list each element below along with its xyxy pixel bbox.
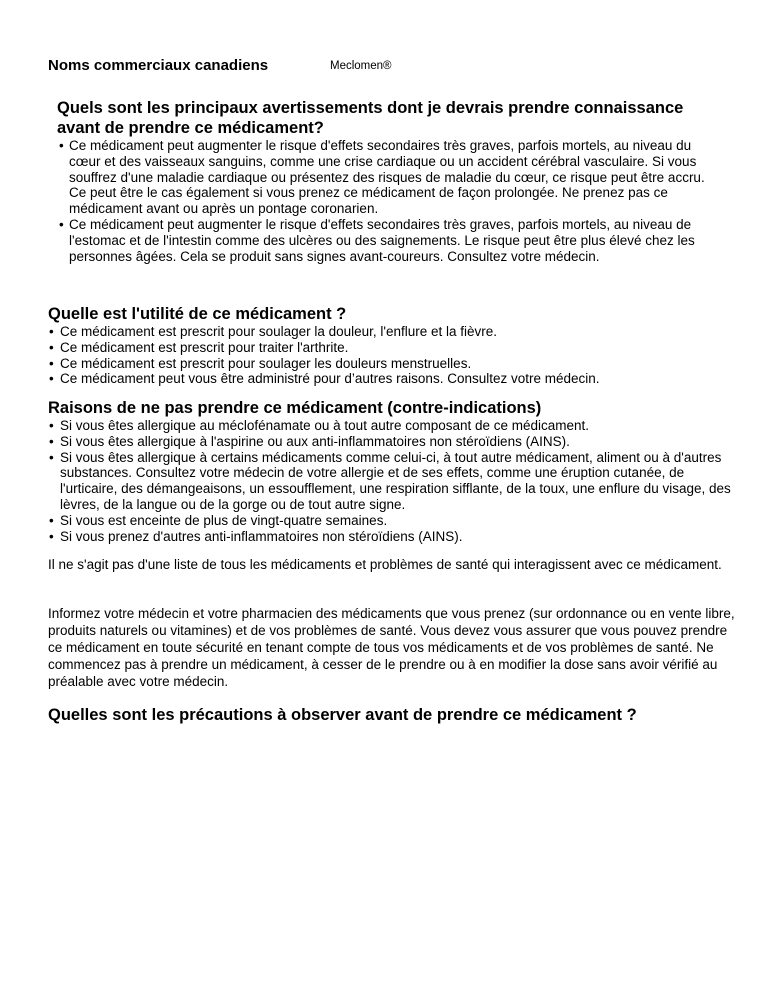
uses-list	[48, 324, 738, 387]
interactions-notice: Il ne s'agit pas d'une liste de tous les médicaments et problèmes de santé qui interagissent avec ce médicament.	[48, 557, 722, 572]
list-item: • Ce médicament peut augmenter le risque d'effets secondaires très graves, parfois mortels, au niveau du cœur et des vaisseaux sanguins, comme une crise cardiaque ou un accident cérébral vasculaire. Si vous souffrez d'une maladie cardiaque ou présentez des risques de maladie du cœur, ce risque peut être accru. Ce peut être le cas également si vous prenez ce médicament de façon prolongée. Ne prenez pas ce médicament avant ou après un pontage coronarien.	[57, 138, 725, 217]
brand-names-label: Noms commerciaux canadiens	[48, 57, 269, 74]
contraindications-list	[48, 418, 738, 544]
warnings-heading: Quels sont les principaux avertissements dont je devrais prendre connaissance avant de prendre ce médicament?	[57, 99, 684, 137]
list-item: • Ce médicament peut vous être administré pour d’autres raisons. Consultez votre médecin.	[48, 371, 738, 387]
list-item: • Si vous êtes allergique au méclofénamate ou à tout autre composant de ce médicament.	[48, 418, 738, 434]
precautions-heading: Quelles sont les précautions à observer avant de prendre ce médicament ?	[48, 706, 637, 724]
inform-doctor-notice: Informez votre médecin et votre pharmacien des médicaments que vous prenez (sur ordonnance ou en vente libre, produits naturels ou vitamines) et de vos problèmes de santé. Vous devez vous assurer que vous pouvez prendre ce médicament en toute sécurité en tenant compte de tous vos médicaments et de vos problèmes de santé. Ne commencez pas à prendre un médicament, à cesser de le prendre ou à en modifier la dose sans avoir vérifié au préalable avec votre médecin.	[48, 606, 735, 689]
warnings-section	[57, 98, 725, 264]
list-item: • Ce médicament peut augmenter le risque d'effets secondaires très graves, parfois mortels, au niveau de l'estomac et de l'intestin comme des ulcères ou des saignements. Le risque peut être plus élevé chez les personnes âgées. Cela se produit sans signes avant-coureurs. Consultez votre médecin.	[57, 217, 725, 264]
list-item: • Ce médicament est prescrit pour traiter l'arthrite.	[48, 340, 738, 356]
list-item: • Si vous êtes allergique à l'aspirine ou aux anti-inflammatoires non stéroïdiens (AINS).	[48, 434, 738, 450]
list-item: • Si vous prenez d'autres anti-inflammatoires non stéroïdiens (AINS).	[48, 529, 738, 545]
list-item: • Ce médicament est prescrit pour soulager les douleurs menstruelles.	[48, 356, 738, 372]
uses-section	[48, 304, 738, 387]
contraindications-heading: Raisons de ne pas prendre ce médicament (contre-indications)	[48, 399, 542, 417]
list-item: • Si vous est enceinte de plus de vingt-quatre semaines.	[48, 513, 738, 529]
warnings-list	[57, 138, 725, 264]
uses-heading: Quelle est l'utilité de ce médicament ?	[48, 305, 347, 323]
brand-name: Meclomen®	[330, 60, 392, 72]
list-item: • Ce médicament est prescrit pour soulager la douleur, l'enflure et la fièvre.	[48, 324, 738, 340]
brand-names-row	[48, 57, 392, 75]
list-item: • Si vous êtes allergique à certains médicaments comme celui-ci, à tout autre médicament, aliment ou à d'autres substances. Consultez votre médecin de votre allergie et de ses effets, comme une éruption cutanée, de l'urticaire, des démangeaisons, un essoufflement, une respiration sifflante, de la toux, une enflure du visage, des lèvres, de la langue ou de la gorge ou de tout autre signe.	[48, 450, 738, 513]
contraindications-section	[48, 398, 738, 544]
